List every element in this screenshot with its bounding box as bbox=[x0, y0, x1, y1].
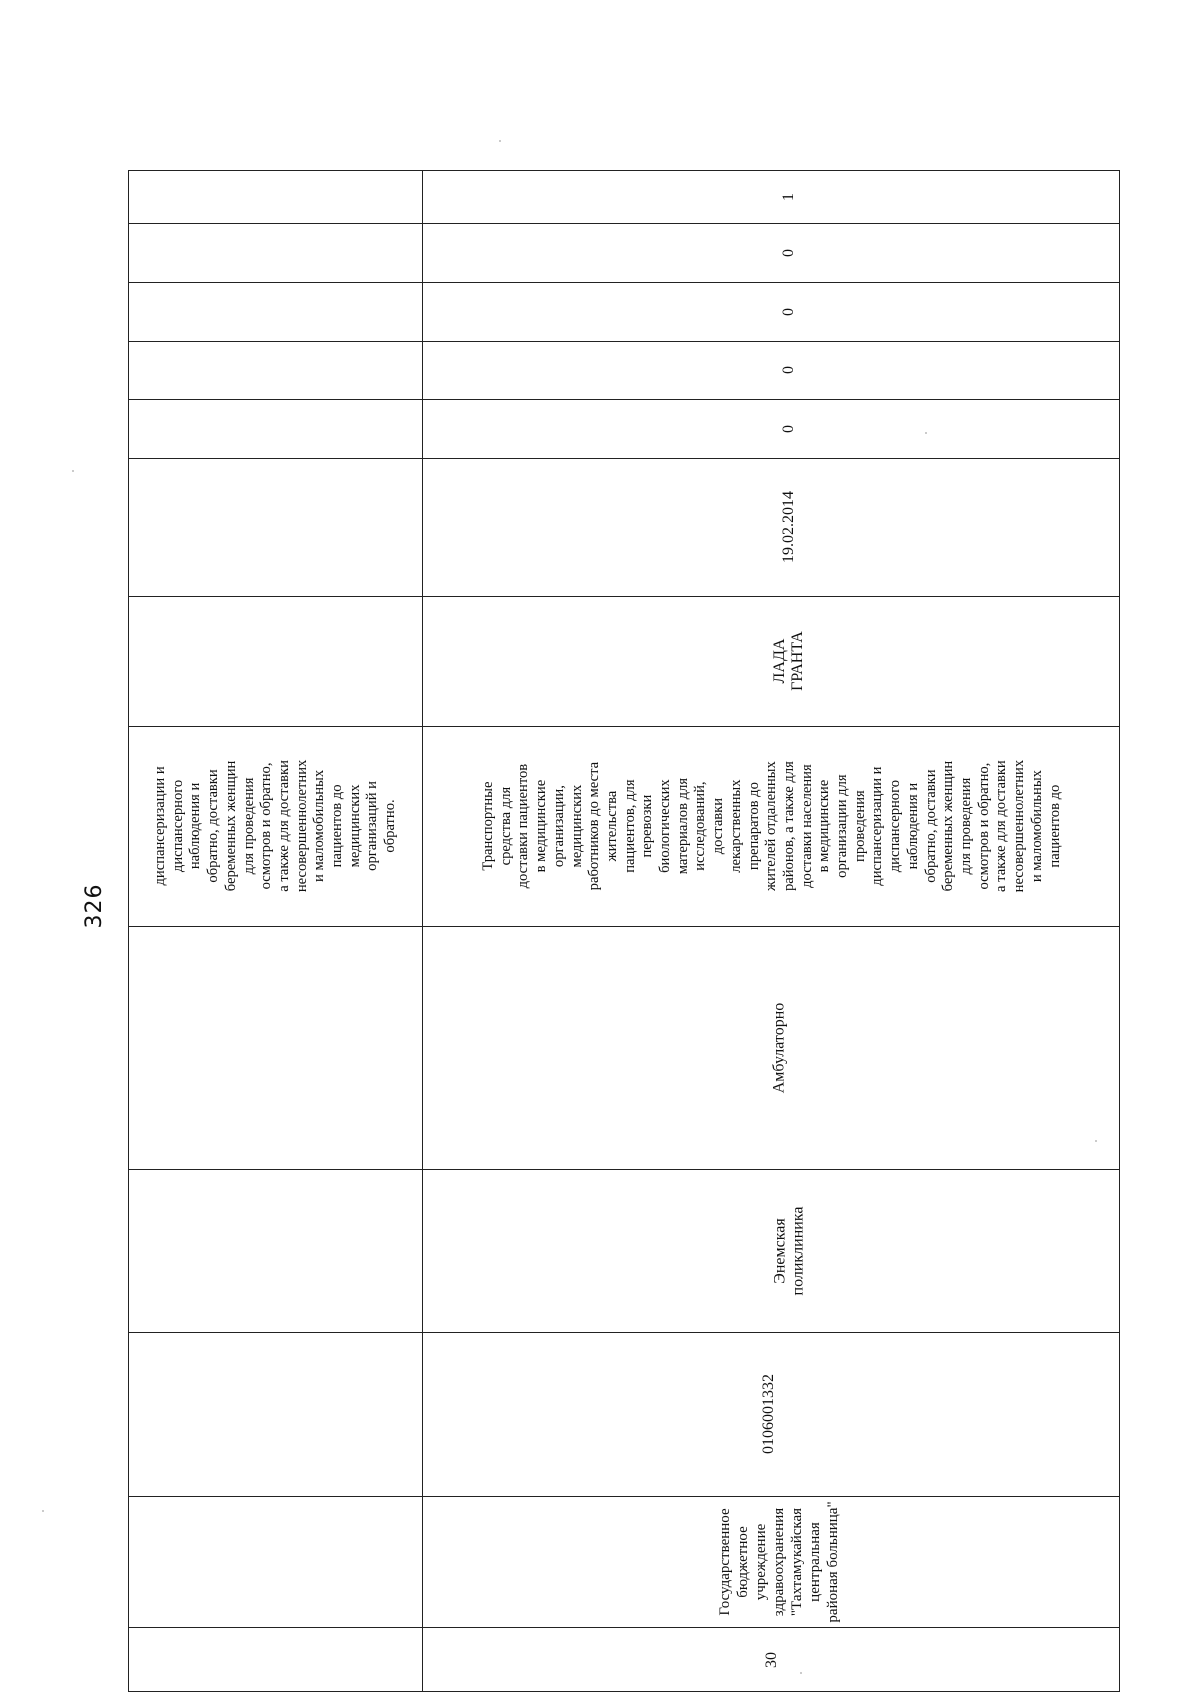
column-divider bbox=[129, 223, 1119, 224]
value-1: 0 bbox=[780, 424, 797, 433]
vehicle-table bbox=[128, 170, 1120, 1692]
description-cell bbox=[422, 726, 1121, 926]
vehicle-model: ЛАДА ГРАНТА bbox=[771, 631, 806, 691]
value-cell-4 bbox=[729, 223, 849, 282]
care-type: Амбулаторно bbox=[770, 1002, 787, 1093]
scan-speck bbox=[499, 140, 501, 142]
value-2: 0 bbox=[780, 366, 797, 374]
page-number: 326 bbox=[82, 883, 107, 929]
column-divider bbox=[129, 596, 1119, 597]
date-cell bbox=[709, 458, 869, 596]
value-cell-5 bbox=[729, 171, 849, 223]
value-cell-3 bbox=[729, 282, 849, 341]
upper-row-description: диспансеризации и диспансерного наблюдения и обратно, доставки беременных женщин для проведения осмотров и обратно, а также для доставки несовершеннолетних и маломобильных пациентов до медицинских организаций и обратно. bbox=[151, 759, 398, 893]
column-divider bbox=[129, 1332, 1119, 1333]
row-number: 30 bbox=[762, 1652, 780, 1668]
institution-cell bbox=[679, 1496, 879, 1627]
care-type-cell bbox=[689, 926, 869, 1169]
vehicle-purpose: Транспортные средства для доставки пациентов в медицинские организации, медицинских работников до места жительства пациентов, для перевозки биологических материалов для исследований, доставки лекарственных препаратов до жителей отдаленных районов, а также для доставки населения в медицинские организации для проведения диспансеризации и диспансерного наблюдения и обратно, доставки беременных женщин для проведения осмотров и обратно, а также для доставки несовершеннолетних и маломобильных пациентов до bbox=[479, 759, 1062, 893]
vehicle-cell bbox=[709, 596, 869, 726]
column-divider bbox=[129, 458, 1119, 459]
registration-date: 19.02.2014 bbox=[780, 491, 797, 563]
code-cell bbox=[679, 1332, 859, 1496]
scan-speck bbox=[1095, 1140, 1097, 1142]
scan-speck bbox=[925, 432, 927, 434]
column-divider bbox=[129, 926, 1119, 927]
value-cell-1 bbox=[729, 399, 849, 458]
value-3: 0 bbox=[780, 307, 797, 316]
column-divider bbox=[129, 399, 1119, 400]
value-5: 1 bbox=[780, 193, 797, 201]
institution-name: Государственное бюджетное учреждение здравоохранения "Тахтамукайская центральная районая больница" bbox=[717, 1500, 841, 1623]
column-divider bbox=[129, 341, 1119, 342]
institution-code: 0106001332 bbox=[760, 1374, 777, 1454]
column-divider bbox=[129, 1169, 1119, 1170]
scan-speck bbox=[42, 1510, 44, 1512]
scan-speck bbox=[72, 470, 74, 472]
column-divider bbox=[129, 1496, 1119, 1497]
value-4: 0 bbox=[780, 248, 797, 257]
row-divider bbox=[422, 171, 423, 1691]
scan-speck bbox=[800, 1672, 802, 1674]
unit-name: Энемская поликлиника bbox=[770, 1206, 806, 1295]
column-divider bbox=[129, 282, 1119, 283]
upper-row-description-cell bbox=[129, 726, 422, 926]
value-cell-2 bbox=[729, 341, 849, 399]
unit-cell bbox=[709, 1169, 869, 1332]
